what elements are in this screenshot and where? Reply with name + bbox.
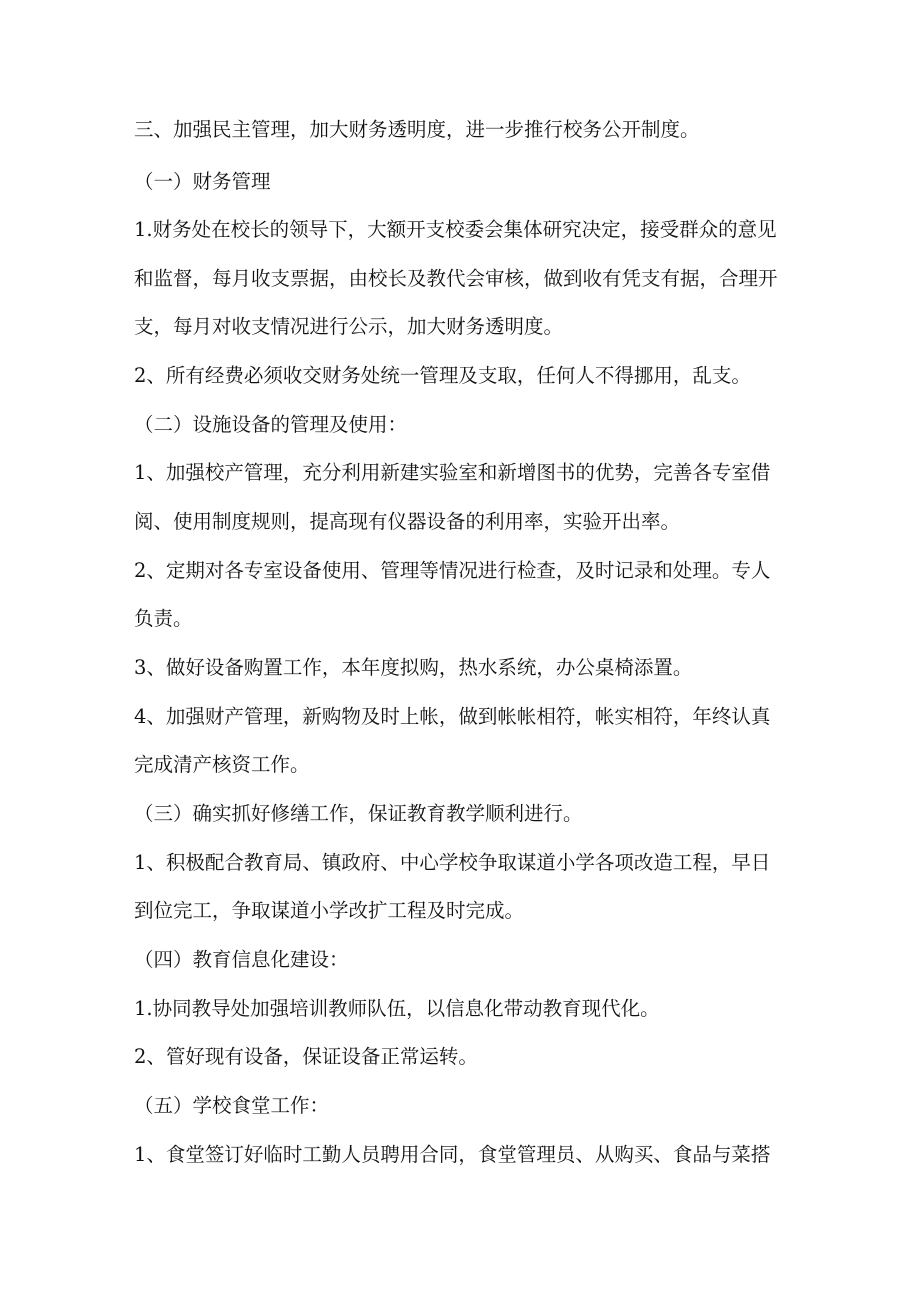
paragraph-line: 阅、使用制度规则，提高现有仪器设备的利用率，实验开出率。 (134, 510, 681, 533)
paragraph-line: 2、所有经费必须收交财务处统一管理及支取，任何人不得挪用，乱支。 (134, 364, 751, 387)
paragraph-line: 完成清产核资工作。 (134, 753, 310, 776)
paragraph-line: 1、食堂签订好临时工勤人员聘用合同，食堂管理员、从购买、食品与菜搭 (134, 1143, 771, 1166)
paragraph-line: 1、积极配合教育局、镇政府、中心学校争取谋道小学各项改造工程，早日 (134, 851, 771, 874)
paragraph-line: 1.协同教导处加强培训教师队伍，以信息化带动教育现代化。 (134, 997, 660, 1020)
paragraph-line: 和监督，每月收支票据，由校长及教代会审核，做到收有凭支有据，合理开 (134, 267, 778, 290)
paragraph-line: 3、做好设备购置工作，本年度拟购，热水系统，办公桌椅添置。 (134, 656, 693, 679)
paragraph-line: 1、加强校产管理，充分利用新建实验室和新增图书的优势，完善各专室借 (134, 461, 771, 484)
subsection-heading: （三）确实抓好修缮工作，保证教育教学顺利进行。 (134, 802, 583, 825)
subsection-heading: （五）学校食堂工作： (134, 1094, 330, 1117)
paragraph-line: 到位完工，争取谋道小学改扩工程及时完成。 (134, 899, 525, 922)
section-heading: 三、加强民主管理，加大财务透明度，进一步推行校务公开制度。 (134, 118, 700, 141)
paragraph-line: 负责。 (134, 607, 193, 630)
paragraph-line: 支，每月对收支情况进行公示，加大财务透明度。 (134, 315, 564, 338)
paragraph-line: 2、管好现有设备，保证设备正常运转。 (134, 1045, 478, 1068)
subsection-heading: （四）教育信息化建设： (134, 948, 349, 971)
paragraph-line: 1.财务处在校长的领导下，大额开支校委会集体研究决定，接受群众的意见 (134, 218, 777, 241)
paragraph-line: 4、加强财产管理，新购物及时上帐，做到帐帐相符，帐实相符，年终认真 (134, 705, 771, 728)
paragraph-line: 2、定期对各专室设备使用、管理等情况进行检查，及时记录和处理。专人 (134, 559, 771, 582)
subsection-heading: （二）设施设备的管理及使用： (134, 413, 408, 436)
subsection-heading: （一）财务管理 (134, 170, 271, 193)
